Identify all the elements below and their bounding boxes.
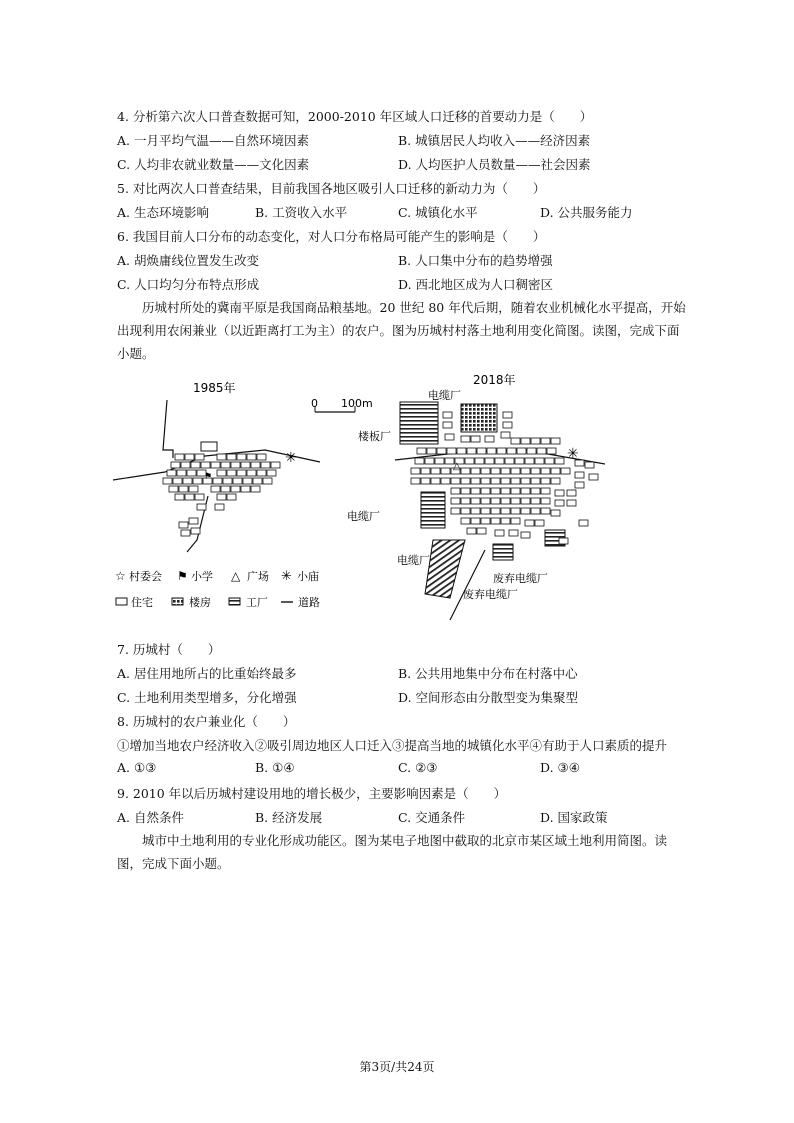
legend-road: 道路: [298, 596, 320, 609]
q9-option-d: D. 国家政策: [540, 810, 608, 825]
scale-label: 100m: [341, 397, 373, 410]
committee-icon: ☆: [115, 569, 126, 583]
label-cable-factory-3: 电缆厂: [397, 554, 430, 567]
year-1985-label: 1985年: [193, 381, 236, 395]
q6-option-a: A. 胡焕庸线位置发生改变: [117, 253, 259, 268]
q9-option-c: C. 交通条件: [398, 810, 466, 825]
q7-option-a: A. 居住用地所占的比重始终最多: [117, 666, 297, 681]
village-land-use-map: [105, 372, 605, 630]
house-icon: [116, 598, 127, 605]
q8-statements: ①增加当地农户经济收入②吸引周边地区人口迁入③提高当地的城镇化水平④有助于人口素质的提升: [117, 738, 668, 753]
legend-factory: 工厂: [246, 596, 268, 609]
passage-village: 历城村所处的冀南平原是我国商品粮基地。20 世纪 80 年代后期，随着农业机械化水平提高，开始出现利用农闲兼业（以近距离打工为主）的农户。图为历城村村落土地利用变化简图。读图，完成下面小题。: [117, 300, 686, 361]
square-triangle-icon: △: [231, 569, 241, 583]
q4-stem: 4. 分析第六次人口普查数据可知，2000-2010 年区域人口迁移的首要动力是（ ）: [117, 109, 593, 124]
q8-option-d: D. ③④: [540, 760, 580, 775]
q5-option-d: D. 公共服务能力: [540, 205, 633, 220]
legend-temple: 小庙: [297, 570, 319, 583]
label-waste-cable-2: 废弃电缆厂: [463, 588, 518, 601]
q8-stem: 8. 历城村的农户兼业化（ ）: [117, 714, 296, 729]
temple-icon-2018: ✳: [567, 446, 579, 462]
q8-option-c: C. ②③: [398, 760, 438, 775]
q8-option-a: A. ①③: [117, 760, 157, 775]
q7-option-b: B. 公共用地集中分布在村落中心: [398, 666, 578, 681]
legend-committee: 村委会: [129, 570, 162, 583]
label-board-factory: 楼板厂: [358, 430, 391, 443]
q5-stem: 5. 对比两次人口普查结果，目前我国各地区吸引人口迁移的新动力为（ ）: [117, 181, 546, 196]
q6-option-d: D. 西北地区成为人口稠密区: [398, 277, 554, 292]
label-cable-factory-1: 电缆厂: [428, 389, 461, 402]
school-flag-icon: ⚑: [177, 569, 188, 583]
label-cable-factory-2: 电缆厂: [347, 510, 380, 523]
map-1985: [113, 400, 320, 552]
q7-option-d: D. 空间形态由分散型变为集聚型: [398, 690, 579, 705]
scale-zero: 0: [311, 397, 318, 410]
temple-star-icon: ✳: [281, 569, 292, 584]
q4-option-a: A. 一月平均气温——自然环境因素: [117, 133, 309, 148]
q5-option-a: A. 生态环境影响: [117, 205, 209, 220]
q7-option-c: C. 土地利用类型增多，分化增强: [117, 690, 297, 705]
q6-option-b: B. 人口集中分布的趋势增强: [398, 253, 553, 268]
legend-building: 楼房: [189, 596, 211, 609]
map-2018: [347, 388, 605, 620]
q5-option-c: C. 城镇化水平: [398, 205, 478, 220]
label-waste-cable-1: 废弃电缆厂: [493, 572, 548, 585]
scale-bar: [311, 397, 373, 412]
q5-option-b: B. 工资收入水平: [255, 205, 348, 220]
factory-icon: [229, 598, 240, 605]
legend-house: 住宅: [131, 596, 153, 609]
temple-icon: ✳: [285, 450, 297, 466]
q9-option-b: B. 经济发展: [255, 810, 323, 825]
q6-stem: 6. 我国目前人口分布的动态变化，对人口分布格局可能产生的影响是（ ）: [117, 229, 546, 244]
school-icon: ⚑: [204, 472, 213, 482]
q7-stem: 7. 历城村（ ）: [117, 642, 221, 657]
map-legend: [115, 569, 320, 609]
passage-beijing: 城市中土地利用的专业化形成功能区。图为某电子地图中截取的北京市某区域土地利用简图。读图，完成下面小题。: [117, 833, 668, 871]
building-icon: [172, 598, 183, 605]
year-2018-label: 2018年: [473, 373, 516, 387]
legend-school: 小学: [191, 570, 213, 583]
q9-stem: 9. 2010 年以后历城村建设用地的增长极少，主要影响因素是（ ）: [117, 786, 507, 801]
q6-option-c: C. 人口均匀分布特点形成: [117, 277, 260, 292]
q4-option-b: B. 城镇居民人均收入——经济因素: [398, 133, 591, 148]
q4-option-d: D. 人均医护人员数量——社会因素: [398, 157, 591, 172]
q8-option-b: B. ①④: [255, 760, 295, 775]
page-number: 第3页/共24页: [359, 1060, 435, 1074]
q4-option-c: C. 人均非农就业数量——文化因素: [117, 157, 310, 172]
square-icon: △: [453, 461, 461, 472]
legend-square: 广场: [247, 570, 269, 583]
q9-option-a: A. 自然条件: [117, 810, 184, 825]
